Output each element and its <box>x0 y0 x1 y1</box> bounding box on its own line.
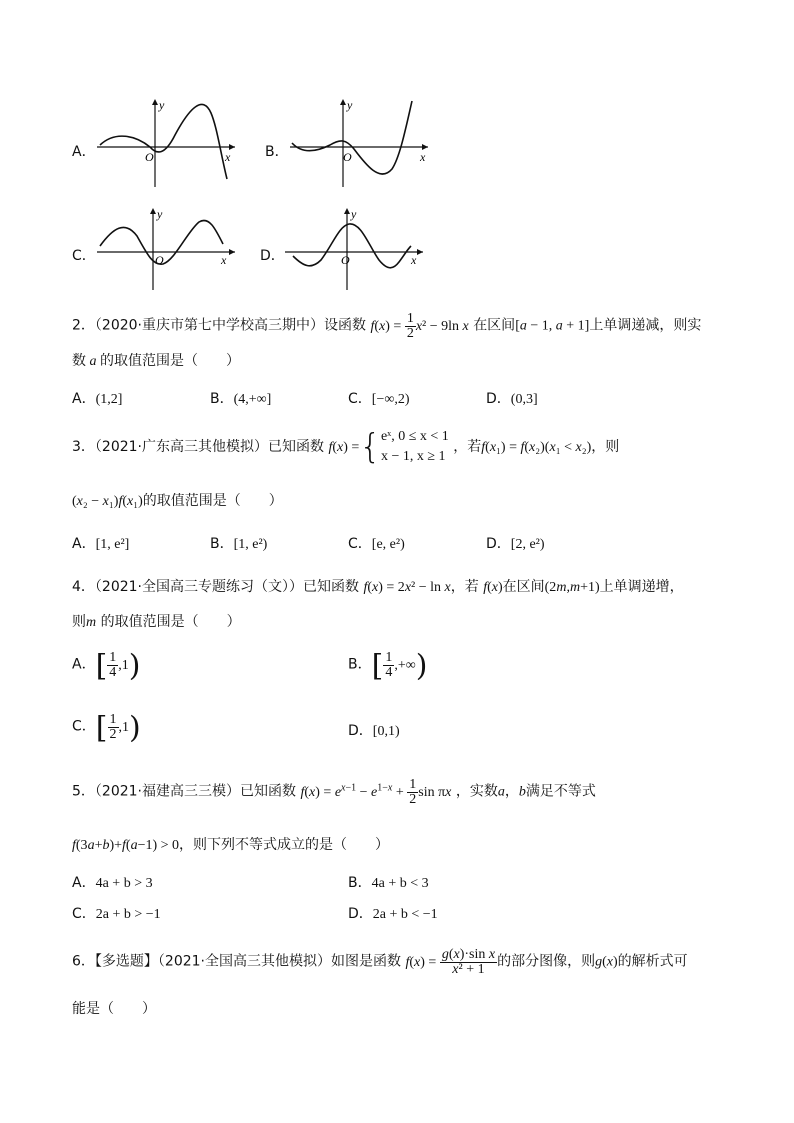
question-4 <box>72 576 684 596</box>
question-source: （2021·福建高三三模） <box>94 783 241 800</box>
question-number: 2． <box>72 317 95 334</box>
option-label: C． <box>348 536 372 552</box>
option-value: 2a + b > −1 <box>95 907 161 922</box>
question-text: 能是（ ） <box>72 1001 156 1017</box>
option-label: A． <box>72 656 96 673</box>
option-label: A． <box>72 391 96 407</box>
question-5 <box>72 778 596 807</box>
option-value: [−∞,2) <box>371 392 410 407</box>
question-text: 则 <box>72 614 86 630</box>
option-value: [ $\frac{1}{4}$ ,1) <box>95 648 141 683</box>
question-source: （2021·全国高三专题练习（文）） <box>94 579 304 595</box>
question-source: （2021·全国高三其他模拟） <box>157 953 332 970</box>
question-text: 数 <box>72 353 86 369</box>
question-2-line2 <box>72 350 240 370</box>
option-label: C． <box>72 906 96 922</box>
graph-b <box>288 95 433 193</box>
option-d[interactable] <box>486 388 538 408</box>
option-b[interactable] <box>210 388 271 408</box>
option-value: [1, e²) <box>233 537 268 552</box>
question-text: 的取值范围是（ ） <box>142 493 283 509</box>
origin-label: O <box>343 150 352 164</box>
axis-x-label: x <box>225 150 231 164</box>
question-6 <box>72 948 688 977</box>
formula: f(x) = $\frac{1}{2}$ x² − 9ln x <box>370 311 469 341</box>
option-b-label: B． <box>265 144 289 160</box>
question-6-line2 <box>72 998 156 1018</box>
option-value: [ $\frac{1}{4}$ ,+∞) <box>371 648 428 683</box>
formula: f(x) = 2x² − ln x <box>363 580 451 595</box>
option-c[interactable] <box>72 710 141 745</box>
option-c-label: C． <box>72 248 96 264</box>
case-2: x − 1, x ≥ 1 <box>380 449 446 464</box>
question-text: 满足不等式 <box>525 783 596 800</box>
option-value: 4a + b < 3 <box>371 876 429 891</box>
question-text: 如图是函数 <box>331 953 402 970</box>
option-label: D． <box>348 906 373 922</box>
formula: f(x) <box>483 580 503 595</box>
case-1: eˣ, 0 ≤ x < 1 <box>380 429 449 444</box>
question-text: 的部分图像，则 <box>497 953 596 970</box>
axis-x-label: x <box>420 150 426 164</box>
variable: m <box>86 615 97 630</box>
option-b[interactable] <box>348 872 429 892</box>
question-text: 上单调递增， <box>599 579 684 595</box>
question-text: 已知函数 <box>303 579 360 595</box>
option-d[interactable] <box>486 533 545 553</box>
option-value: [1, e²] <box>95 537 130 552</box>
option-value: [0,1) <box>372 724 400 739</box>
option-c[interactable] <box>348 388 409 408</box>
question-text: 的取值范围是（ ） <box>100 614 241 630</box>
axis-y-label: y <box>351 207 357 221</box>
option-d[interactable] <box>348 720 400 740</box>
option-a-label: A． <box>72 144 96 160</box>
option-label: B． <box>348 656 372 673</box>
option-label: D． <box>348 723 373 739</box>
axis-x-label: x <box>411 253 417 267</box>
question-text: ，实数 <box>455 783 498 800</box>
graph-d <box>283 204 428 294</box>
question-text: 的解析式可 <box>617 953 688 970</box>
option-value: (1,2] <box>95 392 123 407</box>
option-label: B． <box>210 391 234 407</box>
option-a[interactable] <box>72 388 122 408</box>
question-text: ，若 <box>450 579 479 595</box>
option-value: (4,+∞] <box>233 392 272 407</box>
option-label: D． <box>486 391 511 407</box>
question-4-line2 <box>72 611 241 631</box>
option-a[interactable] <box>72 533 129 553</box>
question-number: 3． <box>72 439 95 455</box>
origin-label: O <box>341 253 350 267</box>
option-b[interactable] <box>348 648 427 683</box>
option-d[interactable] <box>348 903 438 923</box>
question-text: ，若 <box>453 439 482 455</box>
option-d-label: D． <box>260 248 285 264</box>
formula: f(3a+b)+f(a−1) > 0 <box>72 838 180 853</box>
axis-y-label: y <box>157 207 163 221</box>
option-value: [e, e²) <box>371 537 405 552</box>
question-5-line2 <box>72 834 389 854</box>
option-label: C． <box>72 718 96 735</box>
option-label: D． <box>486 536 511 552</box>
formula: g(x) <box>595 954 618 970</box>
option-value: (0,3] <box>510 392 538 407</box>
question-text: ，则下列不等式成立的是（ ） <box>179 837 390 853</box>
question-number: 5． <box>72 783 95 800</box>
variable: b <box>518 784 526 800</box>
formula: $f(x) = e^{x-1} - e^{1-x}$ + $\frac{1}{2}$ sin πx <box>300 777 452 807</box>
option-label: B． <box>210 536 234 552</box>
origin-label: O <box>155 253 164 267</box>
option-label: C． <box>348 391 372 407</box>
formula: f(x) = <box>328 440 360 455</box>
option-c[interactable] <box>72 903 161 923</box>
option-value: 4a + b > 3 <box>95 876 153 891</box>
question-text: 已知函数 <box>240 783 297 800</box>
option-b[interactable] <box>210 533 267 553</box>
formula: f(x₁) = f(x₂)(x₁ < x₂) <box>481 440 592 455</box>
question-text: 上单调递减，则实 <box>589 317 702 334</box>
origin-label: O <box>145 150 154 164</box>
option-value: [2, e²) <box>510 537 545 552</box>
question-3 <box>72 427 619 467</box>
question-2 <box>72 312 701 341</box>
question-text: ， <box>504 783 519 800</box>
question-text: 在区间 <box>473 317 516 334</box>
axis-y-label: y <box>347 98 353 112</box>
axis-x-label: x <box>221 253 227 267</box>
option-a[interactable] <box>72 872 153 892</box>
question-text: 设函数 <box>324 317 367 334</box>
question-text: 在区间 <box>502 579 545 595</box>
question-text: ，则 <box>591 439 620 455</box>
option-label: B． <box>348 875 372 891</box>
question-text: 已知函数 <box>268 439 325 455</box>
option-a[interactable] <box>72 648 141 683</box>
piecewise-cases <box>381 427 449 467</box>
option-label: A． <box>72 875 96 891</box>
graph-a <box>95 95 240 190</box>
axis-y-label: y <box>159 98 165 112</box>
formula: (2m,m+1) <box>544 580 600 595</box>
question-number: 4． <box>72 579 95 595</box>
formula: (x₂ − x₁)f(x₁) <box>72 494 143 509</box>
question-3-line2 <box>72 490 283 510</box>
formula: f(x) = $\frac{\text{g(x)·sin x}}{\text{x² + 1}}$ <box>405 947 496 977</box>
option-value: [ $\frac{1}{2}$ ,1) <box>95 710 141 745</box>
question-source: （2020·重庆市第七中学校高三期中） <box>94 317 325 334</box>
formula: [a − 1, a + 1] <box>515 318 590 334</box>
option-c[interactable] <box>348 533 405 553</box>
question-text: 的取值范围是（ ） <box>100 353 240 369</box>
question-number: 6． <box>72 953 95 970</box>
variable: a <box>86 354 100 369</box>
graph-c <box>95 204 240 294</box>
option-value: 2a + b < −1 <box>372 907 438 922</box>
brace: { <box>359 427 381 467</box>
option-label: A． <box>72 536 96 552</box>
variable: a <box>497 784 505 800</box>
question-source: （2021·广东高三其他模拟） <box>94 439 269 455</box>
question-tag: 【多选题】 <box>94 953 158 970</box>
